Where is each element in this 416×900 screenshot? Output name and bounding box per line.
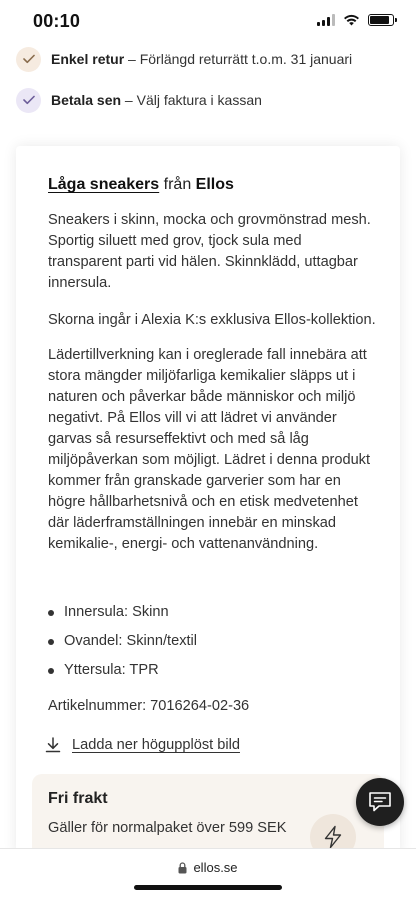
benefit-title: Betala sen [51, 92, 122, 108]
download-icon [44, 736, 62, 754]
check-icon [16, 47, 41, 72]
lock-icon [178, 862, 187, 874]
status-icons [317, 14, 394, 26]
product-description-card [16, 146, 400, 856]
benefit-description: Förlängd returrätt t.o.m. 31 januari [139, 51, 353, 67]
list-item: Ovandel: Skinn/textil [48, 627, 368, 656]
home-indicator[interactable] [134, 885, 282, 890]
list-item: Innersula: Skinn [48, 598, 368, 627]
spec-list [48, 598, 368, 685]
article-number: Artikelnummer: 7016264-02-36 [48, 698, 250, 714]
benefit-pay-later: Betala sen – Välj faktura i kassan [16, 87, 262, 113]
description-paragraph: Lädertillverkning kan i oreglerade fall innebära att stora mängder miljöfarliga kemikalier släpps ut i naturen och påverkar både människor och miljö negativt. På Ellos vill vi att lädret vi använder garvas så resurseffektivt och med så låg miljöpåverkan som möjligt. Lädret i denna produkt kommer från granskade garverier som har en högre hållbarhetsnivå och en etisk medvetenhet där läderframställningen innebär en minskad kemikalie-, energi- och vattenanvändning. [48, 347, 371, 552]
brand-name: Ellos [195, 176, 234, 193]
browser-address-bar[interactable] [0, 848, 416, 900]
description-paragraph: Skorna ingår i Alexia K:s exklusiva Ellos-kollektion. [48, 312, 376, 328]
status-bar [0, 0, 416, 46]
battery-icon [368, 14, 394, 26]
description-paragraph: Sneakers i skinn, mocka och grovmönstrad mesh. Sportig siluett med grov, tjock sula med transparent parti vid hälen. Skinnklädd, uttagbar innersula. [48, 212, 371, 291]
shipping-title: Fri frakt [48, 790, 108, 807]
list-item: Yttersula: TPR [48, 656, 368, 685]
chat-icon [367, 790, 393, 814]
benefit-description: Välj faktura i kassan [136, 92, 262, 108]
product-title: Låga sneakers från Ellos [48, 176, 234, 193]
url-text: ellos.se [193, 860, 238, 875]
free-shipping-box [32, 774, 384, 856]
download-label: Ladda ner högupplöst bild [72, 737, 240, 753]
wifi-icon [343, 14, 360, 26]
benefit-free-returns: Enkel retur – Förlängd returrätt t.o.m. 31 januari [16, 46, 352, 72]
benefit-title: Enkel retur [51, 51, 125, 67]
cellular-signal-icon [317, 14, 335, 26]
chat-button[interactable] [356, 778, 404, 826]
download-image-link[interactable] [44, 736, 240, 754]
shipping-text: Gäller för normalpaket över 599 SEK [48, 820, 287, 836]
product-category-link[interactable]: Låga sneakers [48, 176, 160, 193]
status-time: 00:10 [33, 11, 81, 31]
check-icon [16, 88, 41, 113]
